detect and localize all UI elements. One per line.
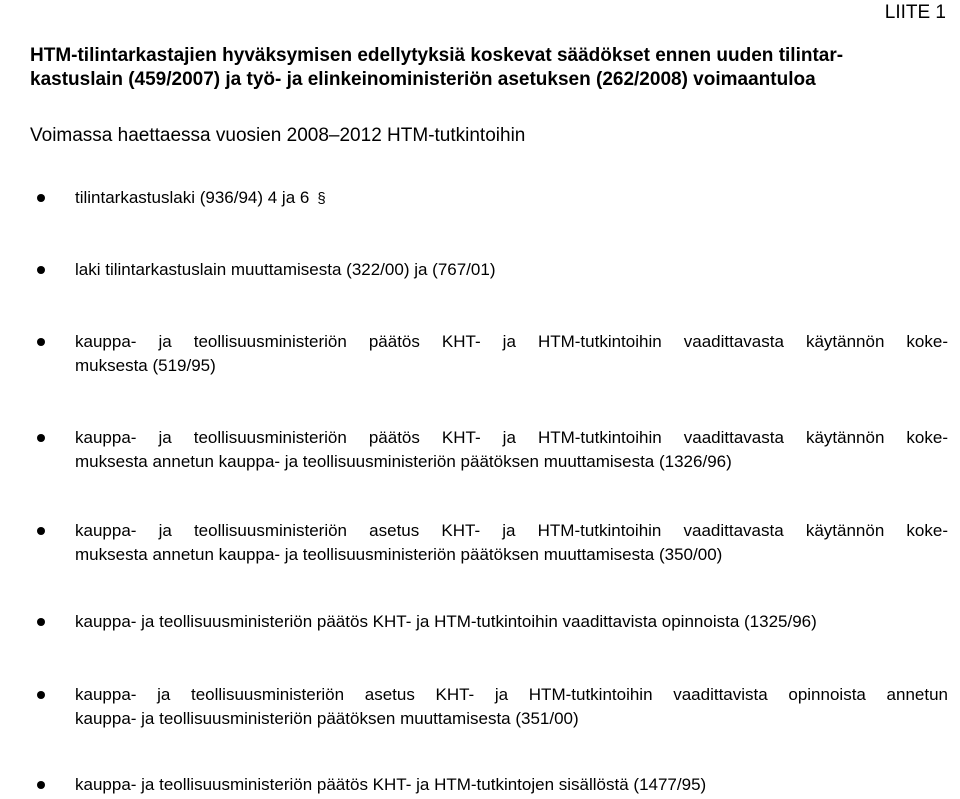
appendix-label: LIITE 1 xyxy=(884,2,946,23)
section-mark: § xyxy=(317,190,326,207)
list-item-text-line-2: muksesta (519/95) xyxy=(75,356,216,375)
list-item-text: kauppa- ja teollisuusministeriön päätös KHT- ja HTM-tutkintojen sisällöstä (1477/95) xyxy=(75,775,707,794)
bullet-icon xyxy=(37,691,45,699)
bullet-icon xyxy=(37,527,45,535)
list-item-text-line-2: muksesta annetun kauppa- ja teollisuusministeriön päätöksen muuttamisesta (1326/96) xyxy=(75,452,732,471)
list-item-text-line-1: kauppa- ja teollisuusministeriön asetus KHT- ja HTM-tutkintoihin vaadittavista opinnoista annetun xyxy=(75,685,948,704)
list-item-text: kauppa- ja teollisuusministeriön päätös KHT- ja HTM-tutkintoihin vaadittavista opinnoista (1325/96) xyxy=(75,612,817,631)
bullet-icon xyxy=(37,618,45,626)
list-item-text: laki tilintarkastuslain muuttamisesta (322/00) ja (767/01) xyxy=(75,260,496,279)
document-subtitle: Voimassa haettaessa vuosien 2008–2012 HTM-tutkintoihin xyxy=(30,125,526,146)
list-item-text-line-1: kauppa- ja teollisuusministeriön päätös KHT- ja HTM-tutkintoihin vaadittavasta käytännön koke- xyxy=(75,332,948,351)
list-item-text-line-1: kauppa- ja teollisuusministeriön päätös KHT- ja HTM-tutkintoihin vaadittavasta käytännön koke- xyxy=(75,428,948,447)
list-item-text-line-2: muksesta annetun kauppa- ja teollisuusministeriön päätöksen muuttamisesta (350/00) xyxy=(75,545,723,564)
bullet-icon xyxy=(37,194,45,202)
list-item-text-line-1: kauppa- ja teollisuusministeriön asetus KHT- ja HTM-tutkintoihin vaadittavasta käytännön koke- xyxy=(75,521,948,540)
title-line-1: HTM-tilintarkastajien hyväksymisen edellytyksiä koskevat säädökset ennen uuden tilintar- xyxy=(30,45,844,66)
bullet-icon xyxy=(37,434,45,442)
bullet-icon xyxy=(37,781,45,789)
bullet-icon xyxy=(37,338,45,346)
title-line-2: kastuslain (459/2007) ja työ- ja elinkeinoministeriön asetuksen (262/2008) voimaantuloa xyxy=(30,69,816,90)
list-item-text: tilintarkastuslaki (936/94) 4 ja 6 xyxy=(75,188,310,207)
document-title xyxy=(30,44,945,92)
bullet-icon xyxy=(37,266,45,274)
list-item-text-line-2: kauppa- ja teollisuusministeriön päätöksen muuttamisesta (351/00) xyxy=(75,709,579,728)
